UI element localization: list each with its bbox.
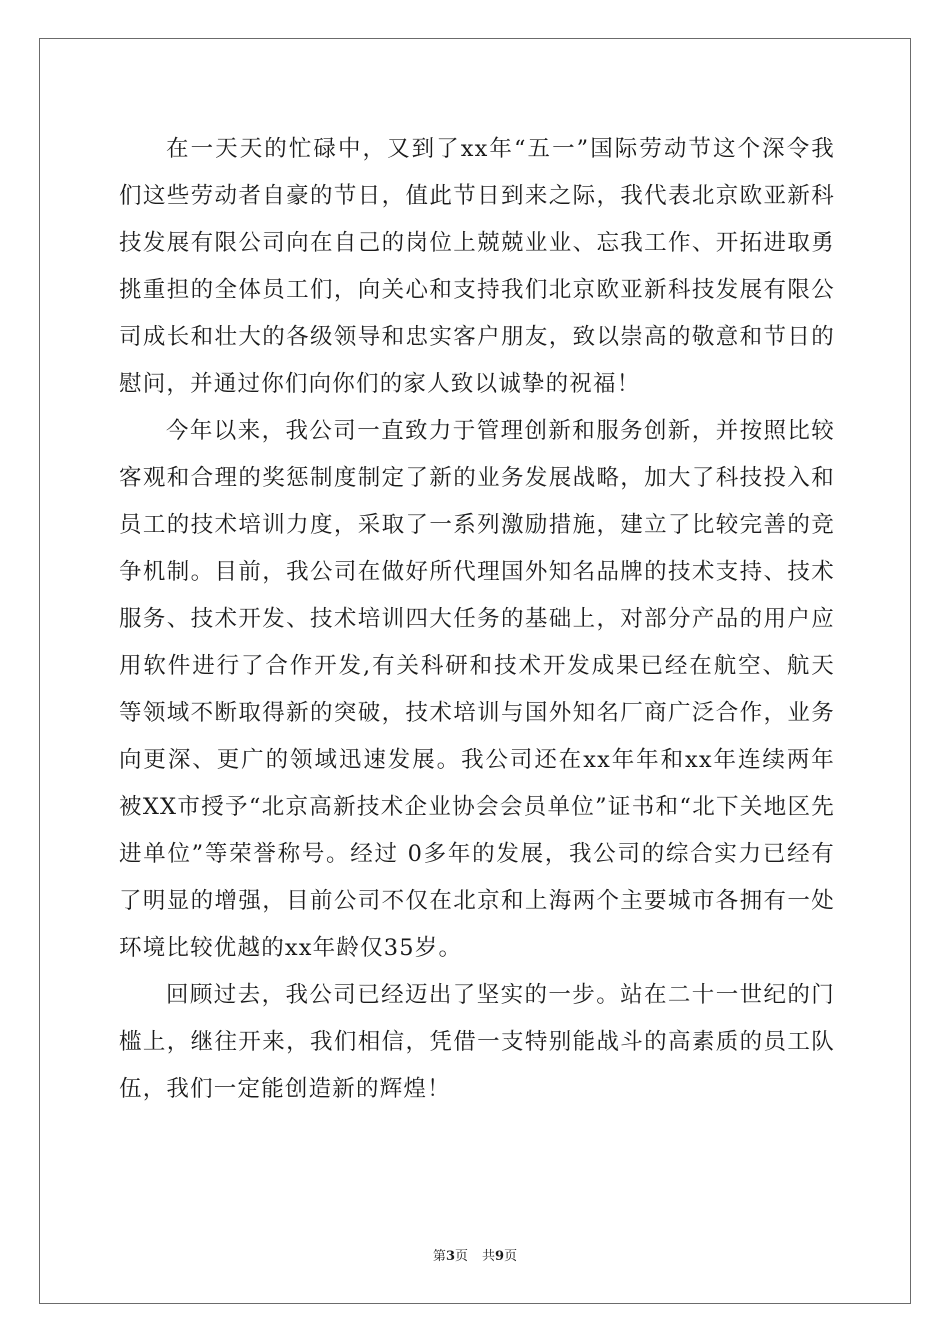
page-total: 9 xyxy=(495,1249,505,1264)
page-footer xyxy=(0,1248,950,1266)
paragraph-1: 在一天天的忙碌中，又到了xx年“五一”国际劳动节这个深令我们这些劳动者自豪的节日，值此节日到来之际，我代表北京欧亚新科技发展有限公司向在自己的岗位上兢兢业业、忘我工作、开拓进取勇挑重担的全体员工们，向关心和支持我们北京欧亚新科技发展有限公司成长和壮大的各级领导和忠实客户朋友，致以崇高的敬意和节日的慰问，并通过你们向你们的家人致以诚挚的祝福！ xyxy=(119,136,835,397)
document-body xyxy=(119,126,835,1113)
page-current: 3 xyxy=(445,1249,455,1264)
total-unit: 页 xyxy=(504,1249,518,1264)
total-prefix: 共 xyxy=(482,1249,496,1264)
page-unit: 页 xyxy=(454,1249,468,1264)
page-prefix: 第 xyxy=(432,1249,446,1264)
paragraph-3: 回顾过去，我公司已经迈出了坚实的一步。站在二十一世纪的门槛上，继往开来，我们相信，凭借一支特别能战斗的高素质的员工队伍，我们一定能创造新的辉煌！ xyxy=(119,982,835,1102)
paragraph-2: 今年以来，我公司一直致力于管理创新和服务创新，并按照比较客观和合理的奖惩制度制定了新的业务发展战略，加大了科技投入和员工的技术培训力度，采取了一系列激励措施，建立了比较完善的竞争机制。目前，我公司在做好所代理国外知名品牌的技术支持、技术服务、技术开发、技术培训四大任务的基础上，对部分产品的用户应用软件进行了合作开发,有关科研和技术开发成果已经在航空、航天等领域不断取得新的突破，技术培训与国外知名厂商广泛合作，业务向更深、更广的领域迅速发展。我公司还在xx年年和xx年连续两年被XX市授予“北京高新技术企业协会会员单位”证书和“北下关地区先进单位”等荣誉称号。经过 0多年的发展，我公司的综合实力已经有了明显的增强，目前公司不仅在北京和上海两个主要城市各拥有一处环境比较优越的xx年龄仅35岁。 xyxy=(119,418,835,961)
